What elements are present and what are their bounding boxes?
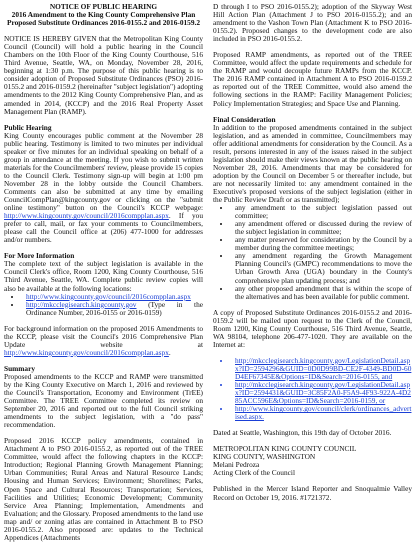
internet-links-list — [213, 357, 412, 421]
public-hearing-heading: Public Hearing — [4, 122, 52, 132]
legislation-0159-link[interactable]: • http://mkcclegisearch.kingcounty.gov/LegislationDetail.aspx?ID=2594431&GUID=3C85F2A0-F5A9-4F93-922A-4D285ACC596E&Options=ID&Search=2016-0159, or — [231, 381, 412, 405]
signature-role: Acting Clerk of the Council — [213, 468, 295, 478]
list-item: • any matter preserved for consideration by the Council by a member during the committee meetings; — [231, 236, 412, 252]
more-info-section — [4, 252, 203, 357]
list-item: • http://mkcclegisearch.kingcounty.gov (Type in the Ordinance Number, 2016-0155 or 2016-0159) — [22, 301, 203, 317]
more-info-heading: For More Information — [4, 251, 75, 261]
list-item: • any amendment to the subject legislation passed out committee; — [231, 204, 412, 220]
list-item: • any amendment regarding the Growth Management Planning Council's (GMPC) recommendations to move the Urban Growth Area (UGA) boundary in the County's comprehensive plan updating process; and — [231, 252, 412, 284]
notice-title: NOTICE OF PUBLIC HEARING — [49, 2, 158, 11]
signature-name: Melani Pedroza — [213, 460, 260, 470]
more-info-text: The complete text of the subject legislation is available in the Council Clerk's office, Room 1200, King County Courthouse, 516 Third Avenue, Seattle, WA. Complete public review copies will also be available at the following locations: — [4, 259, 203, 293]
notice-subtitle: 2016 Amendment to the King County Comprehensive Plan — [11, 10, 196, 20]
publication-note: Published in the Mercer Island Reporter and Snoqualmie Valley Record on October 19, 2016. #1721372. — [213, 484, 412, 502]
notice-subtitle-ordinances: Proposed Substitute Ordinances 2016-0155.2 and 2016-0159.2 — [6, 18, 201, 28]
signature-location: KING COUNTY, WASHINGTON — [213, 452, 316, 462]
final-consideration-heading: Final Consideration — [213, 114, 276, 124]
copy-request-text: A copy of Proposed Substitute Ordinances 2016-0155.2 and 2016-0159.2 will be mailed upon request to the Clerk of the Council, Room 1200, King County Courthouse, 516 Third Avenue, Seattle, WA 98104, telephone 206-477-1020. They are available on the Internet at: — [213, 307, 412, 349]
list-item: • any amendment offered or discussed during the review of the subject legislation in committee; — [231, 220, 412, 236]
summary-heading: Summary — [4, 363, 36, 373]
right-column — [213, 2, 412, 502]
dated-line: Dated at Seattle, Washington, this 19th day of October 2016. — [213, 428, 392, 438]
intro-paragraph: NOTICE IS HEREBY GIVEN that the Metropolitan King County Council (Council) will hold a public hearing in the Council Chambers on the 10th Floor of the King County Courthouse, 516 Third Avenue, Seattle, WA, on Monday, November 28, 2016, beginning at 1:30 p.m. The purpose of this public hearing is to consider adoption of Proposed Substitute Ordinances (PSO) 2016-0155.2 and 2016-0159.2 (hereinafter "subject legislation") adopting amendments to the 2012 King County Comprehensive Plan, and as amended in 2014, (KCCP) and the 2016 Real Property Asset Management Plan (RAMP). — [4, 34, 203, 116]
summary-paragraph-2-continued: D through I to PSO 2016-0155.2); adoption of the Skyway West Hill Action Plan (Attachment J to PSO 2016-0155.2); and an amendment to the Vashon Town Plan (Attachment K to PSO 2016-0155.2). Proposed changes to the development code are also included in PSO 2016-0155.2. — [213, 2, 412, 44]
signature-block — [213, 445, 412, 477]
compplan-update-link[interactable]: http://www.kingcounty.gov/council/2016compplan.aspx — [4, 347, 169, 357]
amendment-bullets — [213, 204, 412, 301]
kccp-webpage-link[interactable]: http://www.kingcounty.gov/council/2016compplan.aspx — [4, 211, 169, 221]
summary-paragraph-2: Proposed 2016 KCCP policy amendments, contained in Attachment A to PSO 2016-0155.2, as reported out of the TREE Committee, would affect the following chapters in the KCCP: Introduction; Regional Planning Growth Management Planning; Urban Communities; Rural Areas and Natural Resource Lands; Housing and Human Services; Environment; Shorelines; Parks, Open Space and Cultural Resources; Transportation; Services, Facilities and Utilities; Economic Development; Community Service Area Planning; Implementation, Amendments and Evaluation; and the Glossary. Proposed amendments to the land use map and/ or zoning atlas are contained in Attachment B to PSO 2016-0155.2. Also proposed are: updates to the Technical Appendices (Attachments — [4, 436, 203, 542]
legisearch-link[interactable]: http://mkcclegisearch.kingcounty.gov — [26, 299, 137, 309]
left-column — [4, 2, 203, 542]
review-locations-list — [4, 293, 203, 317]
signature-org: METROPOLITAN KING COUNTY COUNCIL — [213, 444, 357, 454]
compplan-link[interactable]: http://www.kingcounty.gov/council/2016compplan.aspx — [26, 291, 191, 301]
summary-section — [4, 365, 203, 542]
list-item: • any other proposed amendment that is within the scope of the alternatives and has been available for public comment. — [231, 285, 412, 301]
legislation-0155-link[interactable]: • http://mkcclegisearch.kingcounty.gov/LegislationDetail.aspx?ID=2594296&GUID=0D0D99BD-CE2F-4349-BD0D-60D4EF67345E&Options=ID&Search=2016-0155, and — [231, 357, 412, 381]
public-hearing-text: King County encourages public comment at the November 28 public hearing. Testimony is limited to two minutes per individual speaker or five minutes for an individual speaking on behalf of a group in attendance at the meeting. If you wish to submit written materials for the Councilmembers' review, please provide 15 copies to the Council Clerk. Testimony sign-up will begin at 1:00 pm November 28 in the lobby outside the Council Chambers. Comments can also be submitted at any time by emailing CouncilCompPlan@kingcounty.gov or clicking on the "submit online testimony" button on the Council's KCCP webpage: http://www.kingcounty.gov/council/2016compplan.aspx. If you prefer to call, mail, or fax your comments to Councilmembers, please call the Council office at (206) 477-1000 for addresses and/or numbers. — [4, 130, 203, 245]
final-consideration-section — [213, 116, 412, 438]
ordinances-advertised-link[interactable]: • http://www.kingcounty.gov/council/clerk/ordinances_advertised.aspx. — [231, 405, 412, 421]
final-consideration-text: In addition to the proposed amendments contained in the subject legislation, and as amended in committee, Councilmembers may offer additional amendments for consideration by the Council. As a result, persons interested in any of the issues raised in the subject legislation should make their views known at the public hearing on November 28, 2016. Amendments that may be considered for adoption by the Council on December 5 or thereafter include, but are not necessarily limited to: any amendment contained in the Executive's proposed versions of the subject legislation (either in the Public Review Draft or as transmitted); — [213, 122, 412, 205]
notice-title-block — [4, 3, 203, 27]
summary-paragraph-1: Proposed amendments to the KCCP and RAMP were transmitted by the King County Executive on March 1, 2016 and reviewed by the Council's Transportation, Economy and Environment (TrEE) Committee. The TREE Committee completed its review on September 20, 2016 and reported out to the full Council striking amendments to the subject legislation, with a "do pass" recommendation. — [4, 371, 203, 430]
summary-paragraph-3: Proposed RAMP amendments, as reported out of the TREE Committee, would affect the update requirements and schedule for the RAMP and would decouple future RAMPs from the KCCP. The 2016 RAMP contained in Attachment A to PSO 2016-0159.2 as reported out of the TREE Committee, would also amend the following sections in the RAMP: Facility Management Policies; Policy Implementation Strategies; and Space Use and Planning. — [213, 50, 412, 108]
background-info-text: For background information on the proposed 2016 Amendments to the KCCP, please visit the Council's 2016 Comprehensive Plan Update website at http://www.kingcounty.gov/council/2016compplan.aspx. — [4, 323, 203, 357]
public-hearing-section — [4, 124, 203, 245]
